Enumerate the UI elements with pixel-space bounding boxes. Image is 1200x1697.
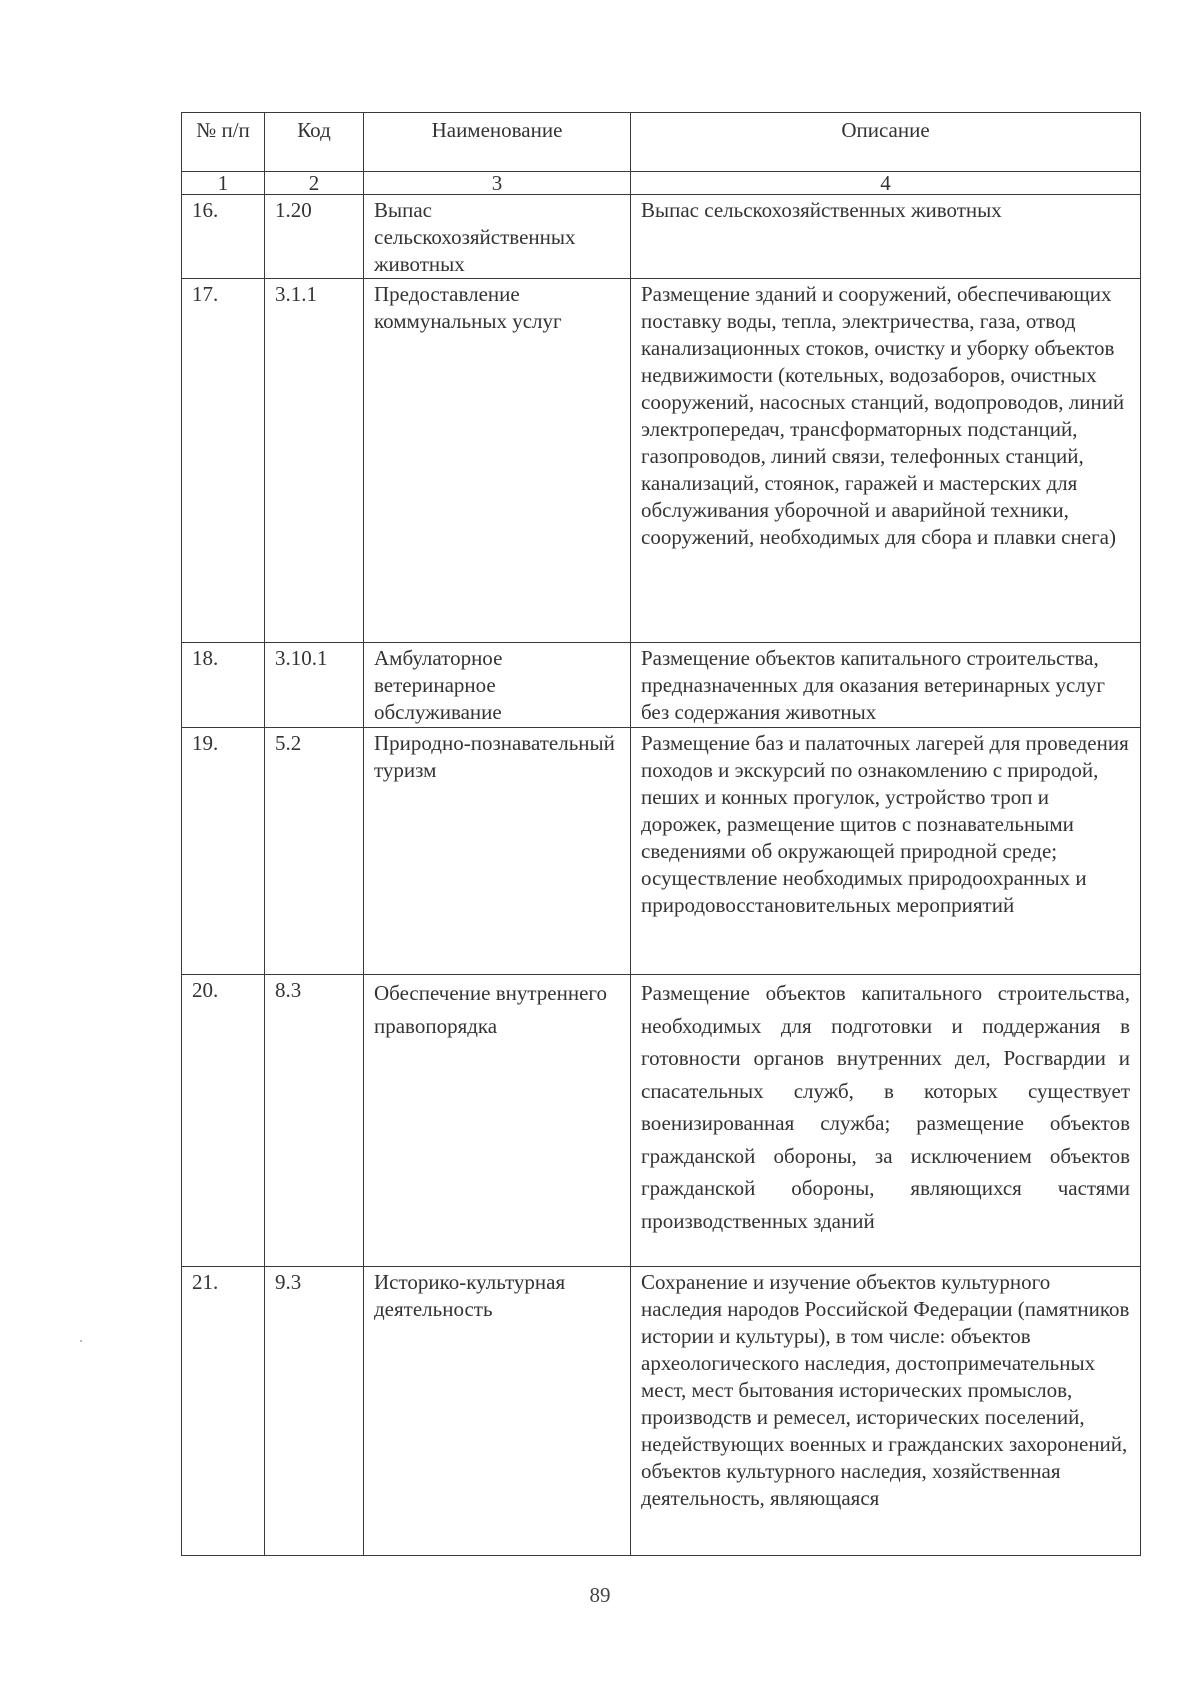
row-description: Выпас сельскохозяйственных животных <box>631 195 1141 279</box>
table-row <box>182 279 1141 643</box>
row-number: 20. <box>182 975 265 1267</box>
column-number: 2 <box>265 172 364 195</box>
table-header-row <box>182 113 1141 172</box>
land-use-table <box>181 112 1141 1556</box>
row-name: Обеспечение внутреннего правопорядка <box>364 975 631 1267</box>
table-row <box>182 1267 1141 1556</box>
row-description: Размещение объектов капитального строительства, предназначенных для оказания ветеринарных услуг без содержания животных <box>631 643 1141 728</box>
column-number: 4 <box>631 172 1141 195</box>
row-description: Размещение зданий и сооружений, обеспечивающих поставку воды, тепла, электричества, газа, отвод канализационных стоков, очистку и уборку объектов недвижимости (котельных, водозаборов, очистных сооружений, насосных станций, водопроводов, линий электропередач, трансформаторных подстанций, газопроводов, линий связи, телефонных станций, канализаций, стоянок, гаражей и мастерских для обслуживания уборочной и аварийной техники, сооружений, необходимых для сбора и плавки снега) <box>631 279 1141 643</box>
table-row <box>182 975 1141 1267</box>
row-name: Природно-познавательный туризм <box>364 728 631 975</box>
row-description: Размещение баз и палаточных лагерей для проведения походов и экскурсий по ознакомлению с природой, пеших и конных прогулок, устройство троп и дорожек, размещение щитов с познавательными сведениями об окружающей природной среде; осуществление необходимых природоохранных и природовосстановительных мероприятий <box>631 728 1141 975</box>
row-name: Предоставление коммунальных услуг <box>364 279 631 643</box>
row-description: Размещение объектов капитального строительства, необходимых для подготовки и поддержания в готовности органов внутренних дел, Росгвардии и спасательных служб, в которых существует военизированная служба; размещение объектов гражданской обороны, за исключением объектов гражданской обороны, являющихся частями производственных зданий <box>631 975 1141 1267</box>
row-code: 1.20 <box>265 195 364 279</box>
table-row <box>182 728 1141 975</box>
row-number: 21. <box>182 1267 265 1556</box>
row-number: 18. <box>182 643 265 728</box>
scan-speck <box>80 1340 82 1342</box>
row-number: 16. <box>182 195 265 279</box>
page-number: 89 <box>589 1583 611 1607</box>
column-number-row <box>182 172 1141 195</box>
table-row <box>182 643 1141 728</box>
column-number: 1 <box>182 172 265 195</box>
row-number: 19. <box>182 728 265 975</box>
header-number: № п/п <box>182 113 265 172</box>
column-number: 3 <box>364 172 631 195</box>
row-description: Сохранение и изучение объектов культурного наследия народов Российской Федерации (памятников истории и культуры), в том числе: объектов археологического наследия, достопримечательных мест, мест бытования исторических промыслов, производств и ремесел, исторических поселений, недействующих военных и гражданских захоронений, объектов культурного наследия, хозяйственная деятельность, являющаяся <box>631 1267 1141 1556</box>
row-name: Выпас сельскохозяйственных животных <box>364 195 631 279</box>
row-code: 5.2 <box>265 728 364 975</box>
header-description: Описание <box>631 113 1141 172</box>
row-name: Амбулаторное ветеринарное обслуживание <box>364 643 631 728</box>
row-number: 17. <box>182 279 265 643</box>
row-code: 8.3 <box>265 975 364 1267</box>
row-name: Историко-культурная деятельность <box>364 1267 631 1556</box>
header-code: Код <box>265 113 364 172</box>
row-code: 9.3 <box>265 1267 364 1556</box>
row-code: 3.10.1 <box>265 643 364 728</box>
header-name: Наименование <box>364 113 631 172</box>
table-row <box>182 195 1141 279</box>
row-code: 3.1.1 <box>265 279 364 643</box>
